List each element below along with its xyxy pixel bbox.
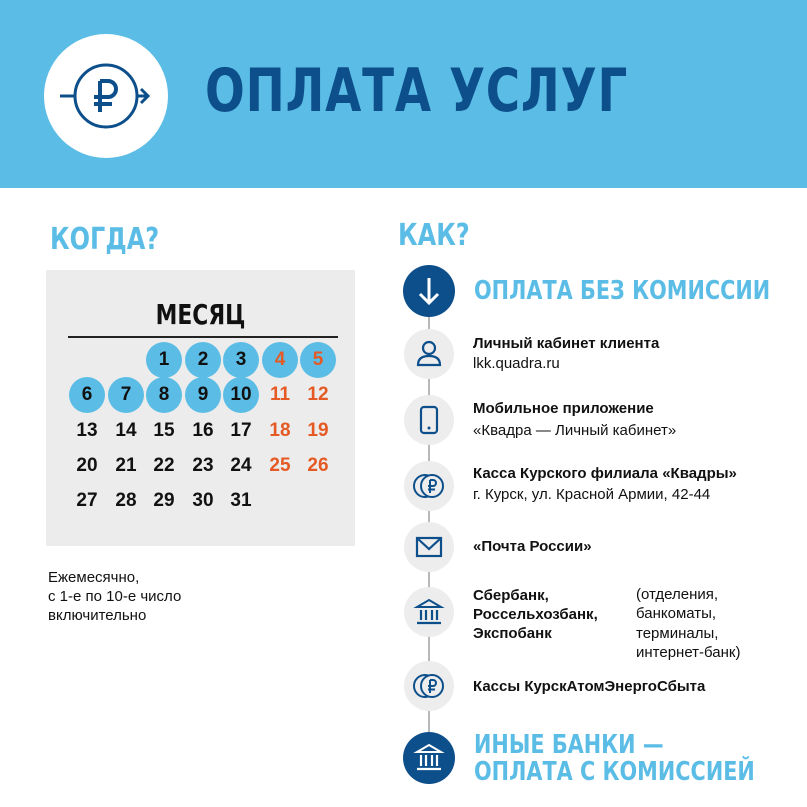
calendar-day: 15: [153, 420, 175, 441]
item-subtitle: г. Курск, ул. Красной Армии, 42-44: [473, 486, 711, 503]
calendar-day: 24: [230, 455, 252, 476]
calendar-day: 17: [230, 420, 252, 441]
calendar-day: 4: [262, 342, 298, 378]
bank-icon: [403, 732, 455, 784]
calendar-day: 1: [146, 342, 182, 378]
calendar-day: 18: [269, 420, 291, 441]
note-line: Ежемесячно,: [48, 569, 140, 586]
coins-ruble-icon: [404, 661, 454, 711]
note-line: с 1-е по 10-е число: [48, 588, 182, 605]
item-title: Мобильное приложение: [473, 400, 654, 417]
item-title-line: Экспобанк: [473, 625, 552, 642]
note-line: включительно: [48, 607, 147, 624]
phone-icon: [404, 395, 454, 445]
calendar-day: 23: [192, 455, 214, 476]
when-heading: КОГДА?: [50, 222, 160, 257]
calendar-day: 10: [223, 377, 259, 413]
item-title: Касса Курского филиала «Квадры»: [473, 465, 737, 482]
calendar-day: 26: [307, 455, 329, 476]
item-aside-line: (отделения,: [636, 586, 719, 603]
item-aside-line: интернет-банк): [636, 644, 741, 661]
ruble-arrow-icon: [44, 34, 168, 158]
calendar-day: 27: [76, 490, 98, 511]
paid-heading-line: ИНЫЕ БАНКИ —: [474, 730, 664, 760]
payment-period-note: [48, 568, 181, 625]
page-title: ОПЛАТА УСЛУГ: [205, 56, 629, 126]
item-aside-line: терминалы,: [636, 625, 719, 642]
calendar-day: 31: [230, 490, 252, 511]
item-aside-line: банкоматы,: [636, 605, 717, 622]
calendar-day: 8: [146, 377, 182, 413]
calendar-day: 19: [307, 420, 329, 441]
calendar: [46, 270, 355, 546]
item-link[interactable]: lkk.quadra.ru: [473, 355, 560, 372]
calendar-day: 13: [76, 420, 98, 441]
item-title: Личный кабинет клиента: [473, 335, 660, 352]
calendar-day: 25: [269, 455, 291, 476]
calendar-day: 12: [307, 384, 329, 405]
coins-ruble-icon: [404, 461, 454, 511]
calendar-day: 21: [115, 455, 137, 476]
arrow-down-icon: [403, 265, 455, 317]
user-icon: [404, 329, 454, 379]
calendar-day: 7: [108, 377, 144, 413]
calendar-day: 11: [269, 384, 291, 405]
envelope-icon: [404, 522, 454, 572]
item-title-line: Сбербанк,: [473, 587, 549, 604]
paid-heading-line: ОПЛАТА С КОМИССИЕЙ: [474, 757, 755, 787]
free-payment-heading: ОПЛАТА БЕЗ КОМИССИИ: [474, 276, 771, 306]
calendar-day: 14: [115, 420, 137, 441]
calendar-day: 22: [153, 455, 175, 476]
calendar-day: 9: [185, 377, 221, 413]
item-title: Кассы КурскАтомЭнергоСбыта: [473, 678, 706, 695]
calendar-day: 29: [153, 490, 175, 511]
calendar-month: МЕСЯЦ: [155, 298, 246, 331]
header-banner: [0, 0, 807, 188]
item-title: «Почта России»: [473, 538, 592, 555]
item-subtitle: «Квадра — Личный кабинет»: [473, 422, 677, 439]
item-title-line: Россельхозбанк,: [473, 606, 598, 623]
calendar-day: 5: [300, 342, 336, 378]
calendar-day: 16: [192, 420, 214, 441]
calendar-day: 20: [76, 455, 98, 476]
how-heading: КАК?: [398, 218, 470, 253]
calendar-divider: [68, 336, 338, 338]
calendar-day: 6: [69, 377, 105, 413]
calendar-day: 2: [185, 342, 221, 378]
bank-icon: [404, 587, 454, 637]
calendar-day: 30: [192, 490, 214, 511]
calendar-day: 28: [115, 490, 137, 511]
calendar-day: 3: [223, 342, 259, 378]
